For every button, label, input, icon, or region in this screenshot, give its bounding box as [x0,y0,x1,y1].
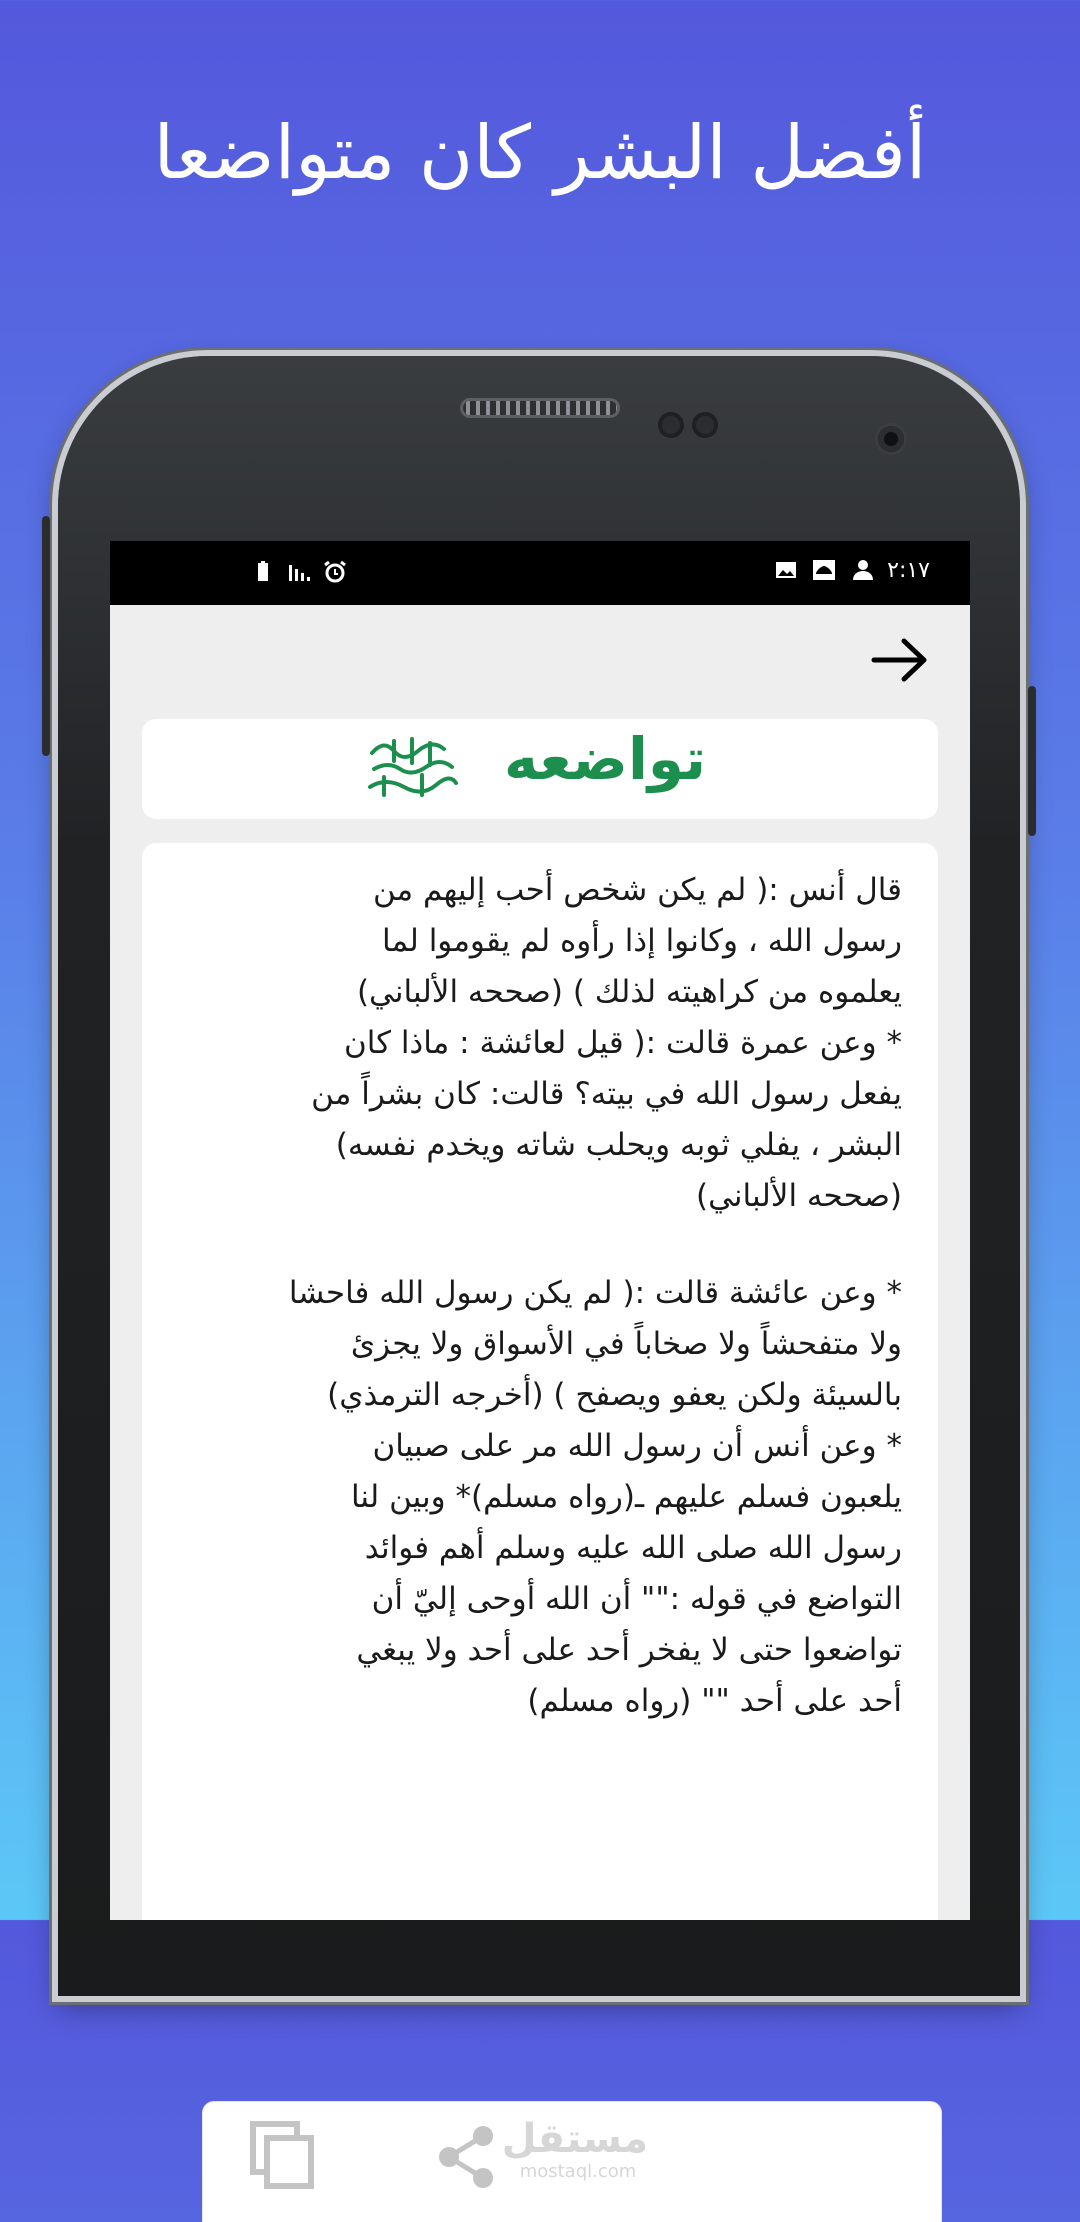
status-bar [110,541,970,605]
phone-screen [110,541,970,2182]
watermark [501,2116,648,2182]
status-right-icons [773,557,930,583]
action-bar [202,2101,942,2222]
watermark-arabic: مستقل [501,2116,648,2162]
content-paragraph: قال أنس :( لم يكن شخص أحب إليهم من رسول الله ، وكانوا إذا رأوه لم يقوموا لما يعلموه من كراهيته لذلك ) (صححه الألباني) * وعن عمرة قالت :( قيل لعائشة : ماذا كان يفعل رسول الله في بيته؟ قالت: كان بشراً من البشر ، يفلي ثوبه ويحلب شاته ويخدم نفسه) (صححه الألباني) [311,872,902,1214]
content-card [142,843,938,2182]
phone-sensor [692,412,718,438]
phone-sensor [658,412,684,438]
app-toolbar [110,605,970,705]
front-camera [878,426,904,452]
watermark-latin: mostaql.com [519,2161,637,2182]
content-paragraph: * وعن عائشة قالت :( لم يكن رسول الله فاحشا ولا متفحشاً ولا صخاباً في الأسواق ولا يجزئ بالسيئة ولكن يعفو ويصفح ) (أخرجه الترمذي) * وعن أنس أن رسول الله مر على صبيان يلعبون فسلم عليهم ـ(رواه مسلم)* وبين لنا رسول الله صلى الله عليه وسلم أهم فوائد التواضع في قوله :"" أن الله أوحى إليّ أن تواضعوا حتى لا يفخر أحد على أحد ولا يبغي أحد على أحد "" (رواه مسلم) [288,1275,902,1719]
phone-speaker [460,398,620,418]
status-time: ٢:١٧ [887,557,930,583]
cloud-image-icon [811,557,837,583]
content-text [162,865,902,1727]
copy-icon[interactable] [247,2120,319,2192]
status-left-icons [250,559,348,585]
salawat-calligraphy-icon [364,733,460,805]
battery-icon [250,559,276,585]
page-title: تواضعه [504,725,706,793]
signal-icon [286,559,312,585]
share-icon[interactable] [431,2122,501,2192]
promo-headline: أفضل البشر كان متواضعا [153,110,927,196]
person-icon [849,557,875,583]
image-icon [773,557,799,583]
phone-power-button [1028,686,1036,836]
phone-side-button [42,516,50,756]
title-card [142,719,938,819]
alarm-icon [322,559,348,585]
arrow-right-icon[interactable] [870,635,930,685]
